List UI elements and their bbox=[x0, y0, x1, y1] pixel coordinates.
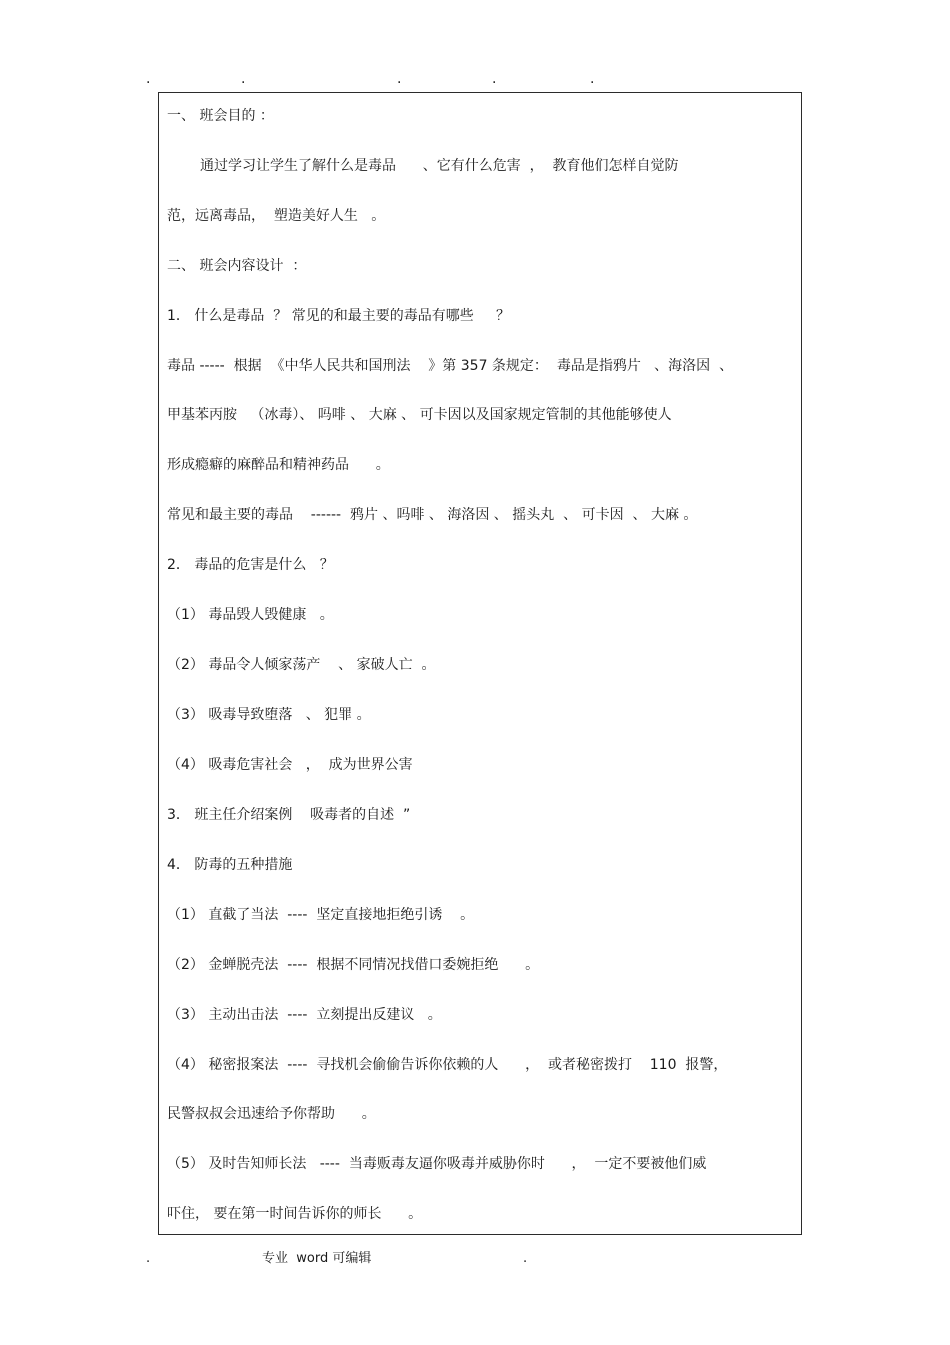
paragraph-line: 民警叔叔会迅速给予你帮助 。 bbox=[167, 1106, 376, 1122]
list-item: （3） 吸毒导致堕落 、 犯罪 。 bbox=[167, 707, 371, 723]
section-heading-content: 二、 班会内容设计 ： bbox=[167, 258, 307, 274]
paragraph-line: 通过学习让学生了解什么是毒品 、它有什么危害 ， 教育他们怎样自觉防 bbox=[200, 158, 679, 174]
header-dot: . bbox=[590, 71, 595, 87]
list-item: （1） 直截了当法 ---- 坚定直接地拒绝引诱 。 bbox=[167, 907, 475, 923]
paragraph-line: 毒品 ----- 根据 《中华人民共和国刑法 》第 357 条规定： 毒品是指鸦片 、海洛因 、 bbox=[167, 358, 734, 374]
list-item: （4） 吸毒危害社会 ， 成为世界公害 bbox=[167, 757, 413, 773]
header-dot: . bbox=[241, 71, 246, 87]
paragraph-line: 范，远离毒品， 塑造美好人生 。 bbox=[167, 208, 386, 224]
footer-dot-right: . bbox=[523, 1251, 528, 1266]
paragraph-line: 形成瘾癖的麻醉品和精神药品 。 bbox=[167, 457, 390, 473]
header-dot: . bbox=[146, 71, 151, 87]
header-dot: . bbox=[492, 71, 497, 87]
section-heading-purpose: 一、 班会目的 ： bbox=[167, 108, 274, 124]
list-item: （2） 毒品令人倾家荡产 、 家破人亡 。 bbox=[167, 657, 436, 673]
footer-dot-left: . bbox=[146, 1251, 151, 1266]
paragraph-line: 吓住， 要在第一时间告诉你的师长 。 bbox=[167, 1206, 423, 1222]
footer-text: 专业 word 可编辑 bbox=[262, 1251, 372, 1266]
numbered-item: 3． 班主任介绍案例 吸毒者的自述 ” bbox=[167, 807, 411, 823]
numbered-item: 2． 毒品的危害是什么 ？ bbox=[167, 557, 334, 573]
list-item: （3） 主动出击法 ---- 立刻提出反建议 。 bbox=[167, 1007, 442, 1023]
paragraph-line: 常见和最主要的毒品 ------ 鸦片 、吗啡 、 海洛因 、 摇头丸 、 可卡因 、 大麻 。 bbox=[167, 507, 698, 523]
paragraph-line: 甲基苯丙胺 （冰毒）、 吗啡 、 大麻 、 可卡因以及国家规定管制的其他能够使人 bbox=[167, 407, 672, 423]
list-item: （5） 及时告知师长法 ---- 当毒贩毒友逼你吸毒并威胁你时 ， 一定不要被他们威 bbox=[167, 1156, 707, 1172]
numbered-item: 4． 防毒的五种措施 bbox=[167, 857, 293, 873]
list-item: （1） 毒品毁人毁健康 。 bbox=[167, 607, 334, 623]
header-dot: . bbox=[397, 71, 402, 87]
numbered-item: 1． 什么是毒品 ？ 常见的和最主要的毒品有哪些 ？ bbox=[167, 308, 510, 324]
list-item: （4） 秘密报案法 ---- 寻找机会偷偷告诉你依赖的人 ， 或者秘密拨打 110 报警， bbox=[167, 1057, 728, 1073]
list-item: （2） 金蝉脱壳法 ---- 根据不同情况找借口委婉拒绝 。 bbox=[167, 957, 540, 973]
